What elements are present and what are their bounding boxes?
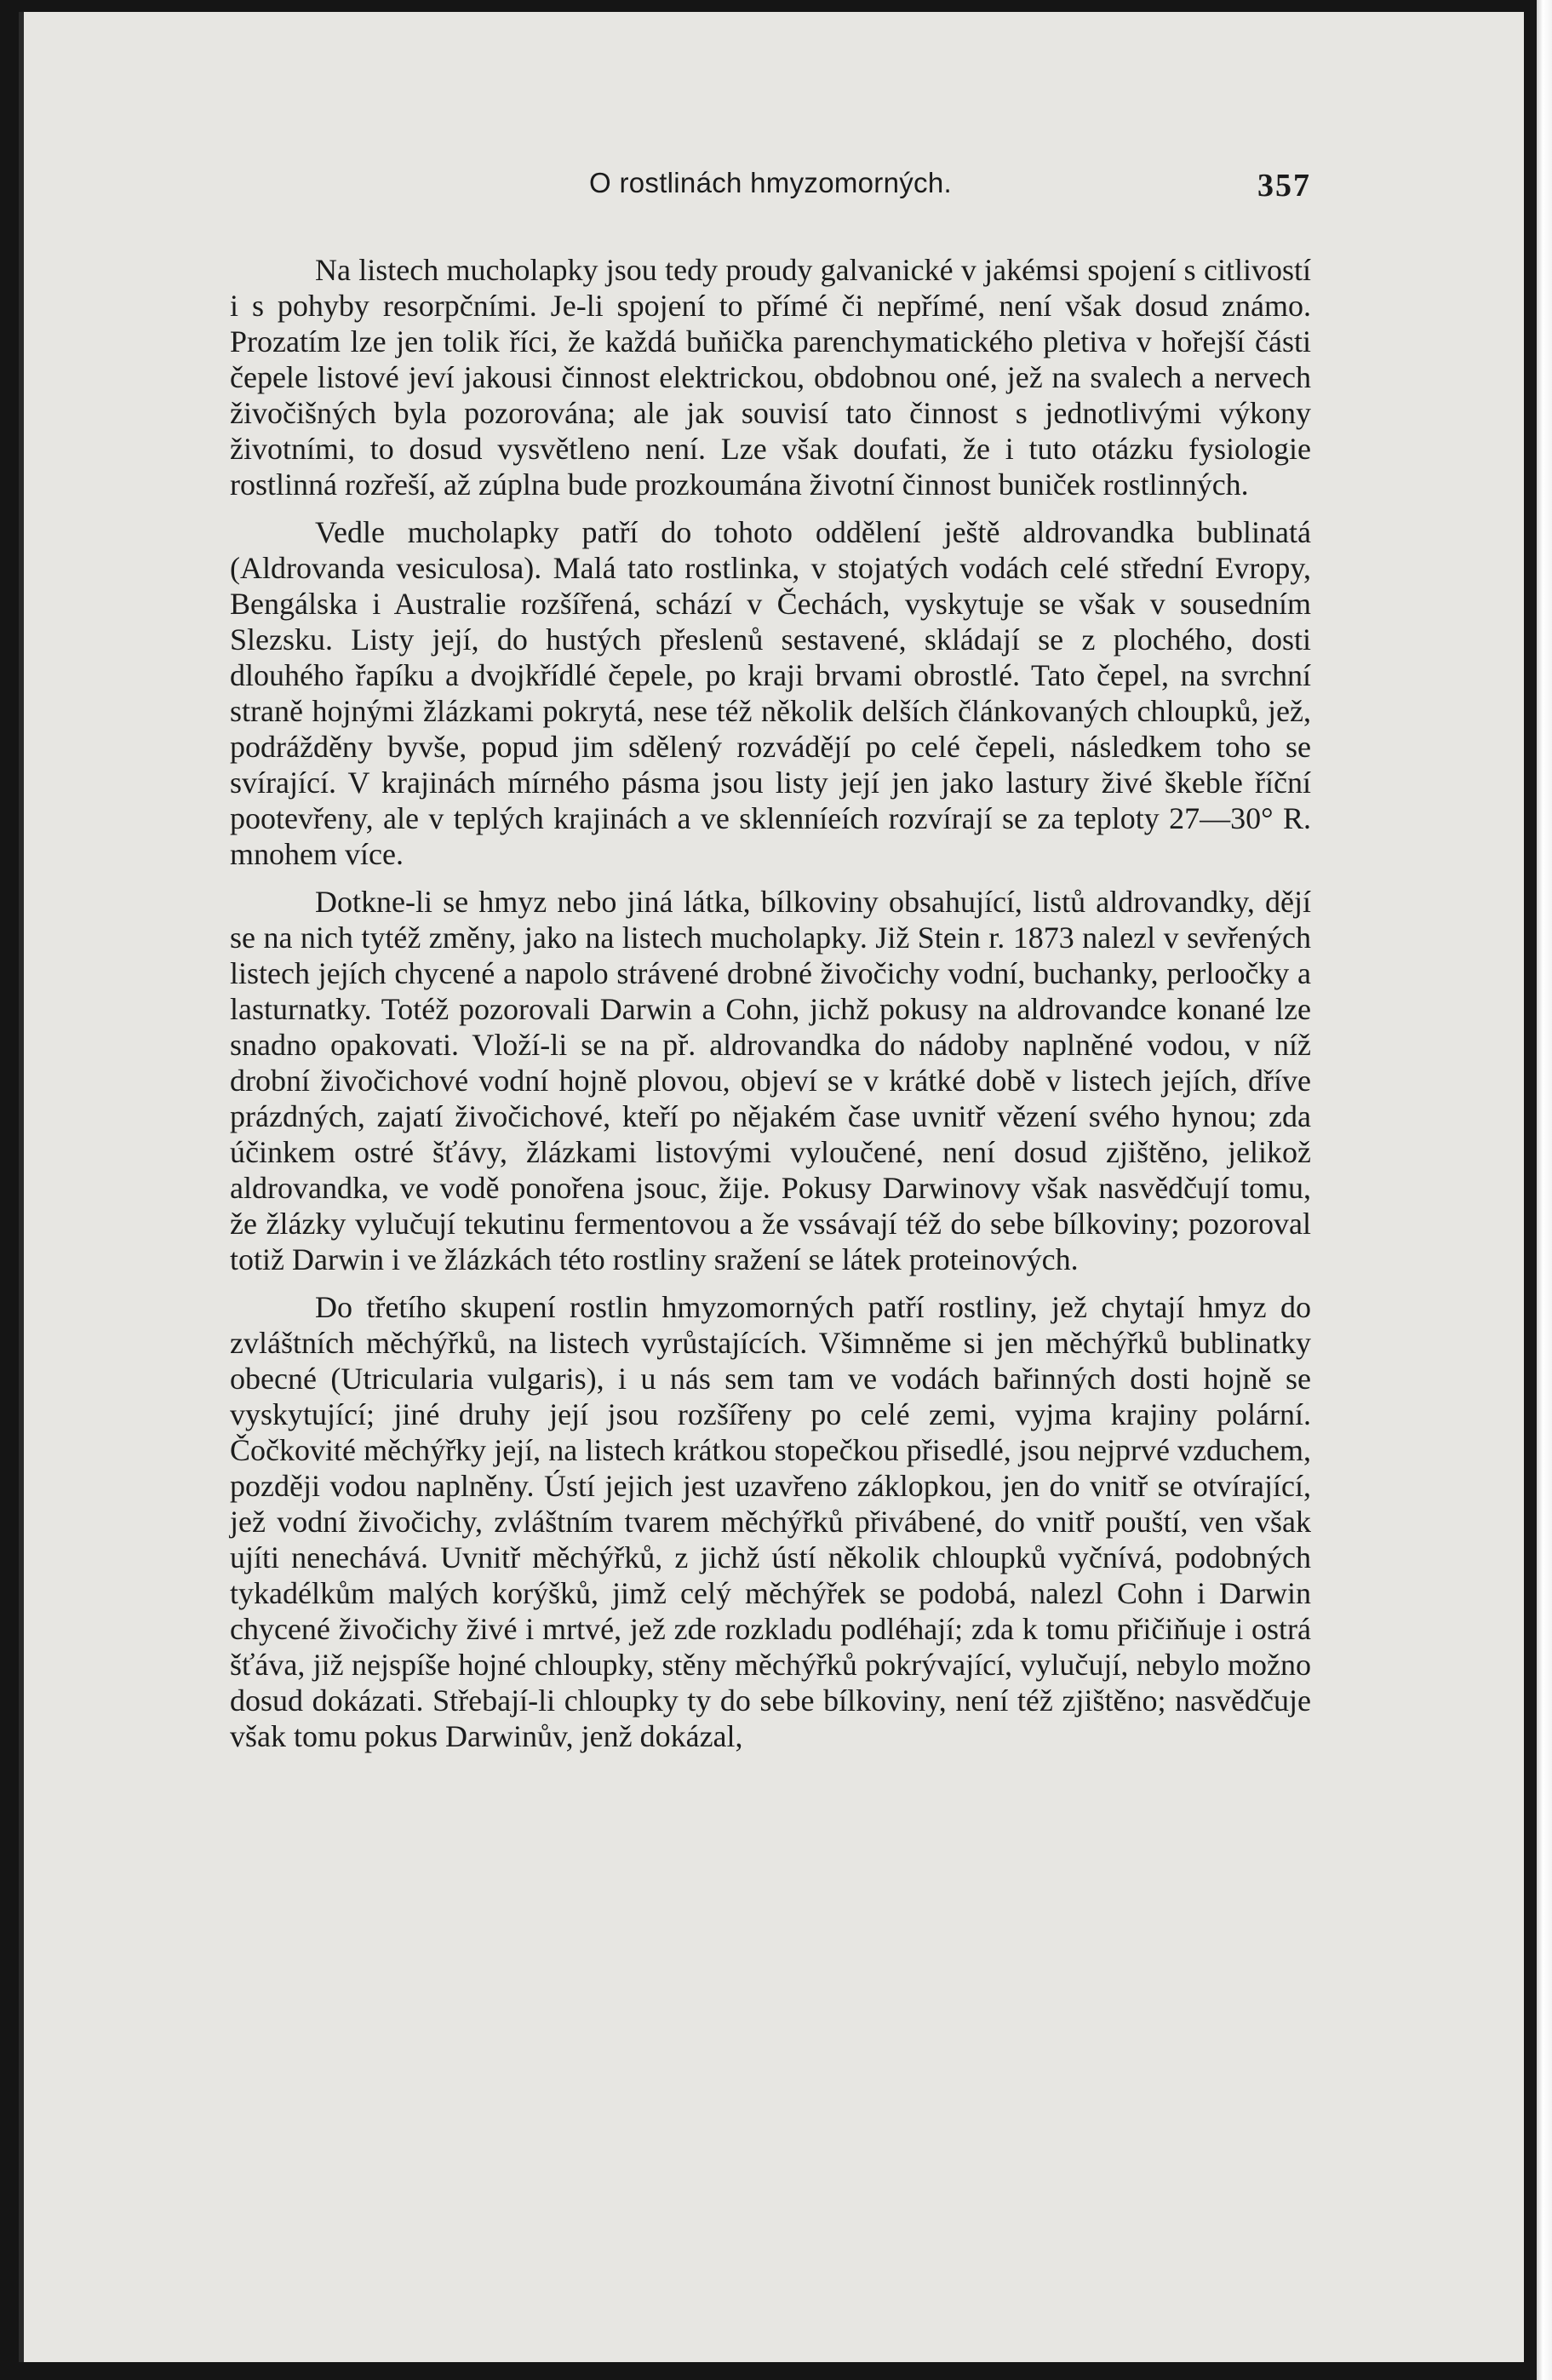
page-header (230, 167, 1311, 218)
running-title: O rostlinách hmyzomorných. (589, 167, 952, 198)
paragraph: Dotkne-li se hmyz nebo jiná látka, bílkoviny obsahující, listů aldrovandky, dějí se na nich tytéž změny, jako na listech mucholapky. Již Stein r. 1873 nalezl v sevřených listech jejích chycené a napolo strávené drobné živočichy vodní, buchanky, perloočky a lasturnatky. Totéž pozorovali Darwin a Cohn, jichž pokusy na aldrovandce konané lze snadno opakovati. Vloží-li se na př. aldrovandka do nádoby naplněné vodou, v níž drobní živočichové vodní hojně plovou, objeví se v krátké době v listech jejích, dříve prázdných, zajatí živočichové, kteří po nějakém čase uvnitř vězení svého hynou; zda účinkem ostré šťávy, žlázkami listovými vyloučené, není dosud zjištěno, jelikož aldrovandka, ve vodě ponořena jsouc, žije. Pokusy Darwinovy však nasvědčují tomu, že žlázky vylučují tekutinu fermentovou a že vssávají též do sebe bílkoviny; pozoroval totiž Darwin i ve žlázkách této rostliny sražení se látek proteinových. (230, 885, 1311, 1276)
page-edge (1537, 0, 1552, 2380)
paragraph: Na listech mucholapky jsou tedy proudy galvanické v jakémsi spojení s citlivostí i s pohyby resorpčními. Je-li spojení to přímé či nepřímé, není však dosud známo. Prozatím lze jen tolik říci, že každá buňička parenchymatického pletiva v hořejší části čepele listové jeví jakousi činnost elektrickou, obdobnou oné, jež na svalech a nervech živočišných byla pozorována; ale jak souvisí tato činnost s jednotlivými výkony životními, to dosud vysvětleno není. Lze však doufati, že i tuto otázku fysiologie rostlinná rozřeší, až zúplna bude prozkoumána životní činnost buniček rostlinných. (230, 253, 1311, 502)
page-number: 357 (1257, 168, 1311, 204)
paragraph: Do třetího skupení rostlin hmyzomorných patří rostliny, jež chytají hmyz do zvláštních měchýřků, na listech vyrůstajících. Všimněme si jen měchýřků bublinatky obecné (Utricularia vulgaris), i u nás sem tam ve vodách bařinných dosti hojně se vyskytující; jiné druhy její jsou rozšířeny po celé zemi, vyjma krajiny polární. Čočkovité měchýřky její, na listech krátkou stopečkou přisedlé, jsou nejprvé vzduchem, později vodou naplněny. Ústí jejich jest uzavřeno záklopkou, jen do vnitř se otvírající, jež vodní živočichy, zvláštním tvarem měchýřků přivábené, do vnitř pouští, ven však ujíti nenechává. Uvnitř měchýřků, z jichž ústí několik chloupků vyčnívá, podobných tykadélkům malých korýšků, jimž celý měchýřek se podobá, nalezl Cohn i Darwin chycené živočichy živé i mrtvé, jež zde rozkladu podléhají; zda k tomu přičiňuje i ostrá šťáva, již nejspíše hojné chloupky, stěny měchýřků pokrývající, vylučují, nebylo možno dosud dokázati. Střebají-li chloupky ty do sebe bílkoviny, není též zjištěno; nasvědčuje však tomu pokus Darwinův, jenž dokázal, (230, 1290, 1311, 1753)
body-text (230, 252, 1311, 1754)
paragraph: Vedle mucholapky patří do tohoto oddělení ještě aldrovandka bublinatá (Aldrovanda vesiculosa). Malá tato rostlinka, v stojatých vodách celé střední Evropy, Bengálska i Australie rozšířená, schází v Čechách, vyskytuje se však v sousedním Slezsku. Listy její, do hustých přeslenů sestavené, skládají se z plochého, dosti dlouhého řapíku a dvojkřídlé čepele, po kraji brvami obrostlé. Tato čepel, na svrchní straně hojnými žlázkami pokrytá, nese též několik delších článkovaných chloupků, jež, podrážděny byvše, popud jim sdělený rozvádějí po celé čepeli, následkem toho se svírající. V krajinách mírného pásma jsou listy její jen jako lastury živé škeble říční pootevřeny, ale v teplých krajinách a ve sklenníeích rozvírají se za teploty 27—30° R. mnohem více. (230, 515, 1311, 871)
